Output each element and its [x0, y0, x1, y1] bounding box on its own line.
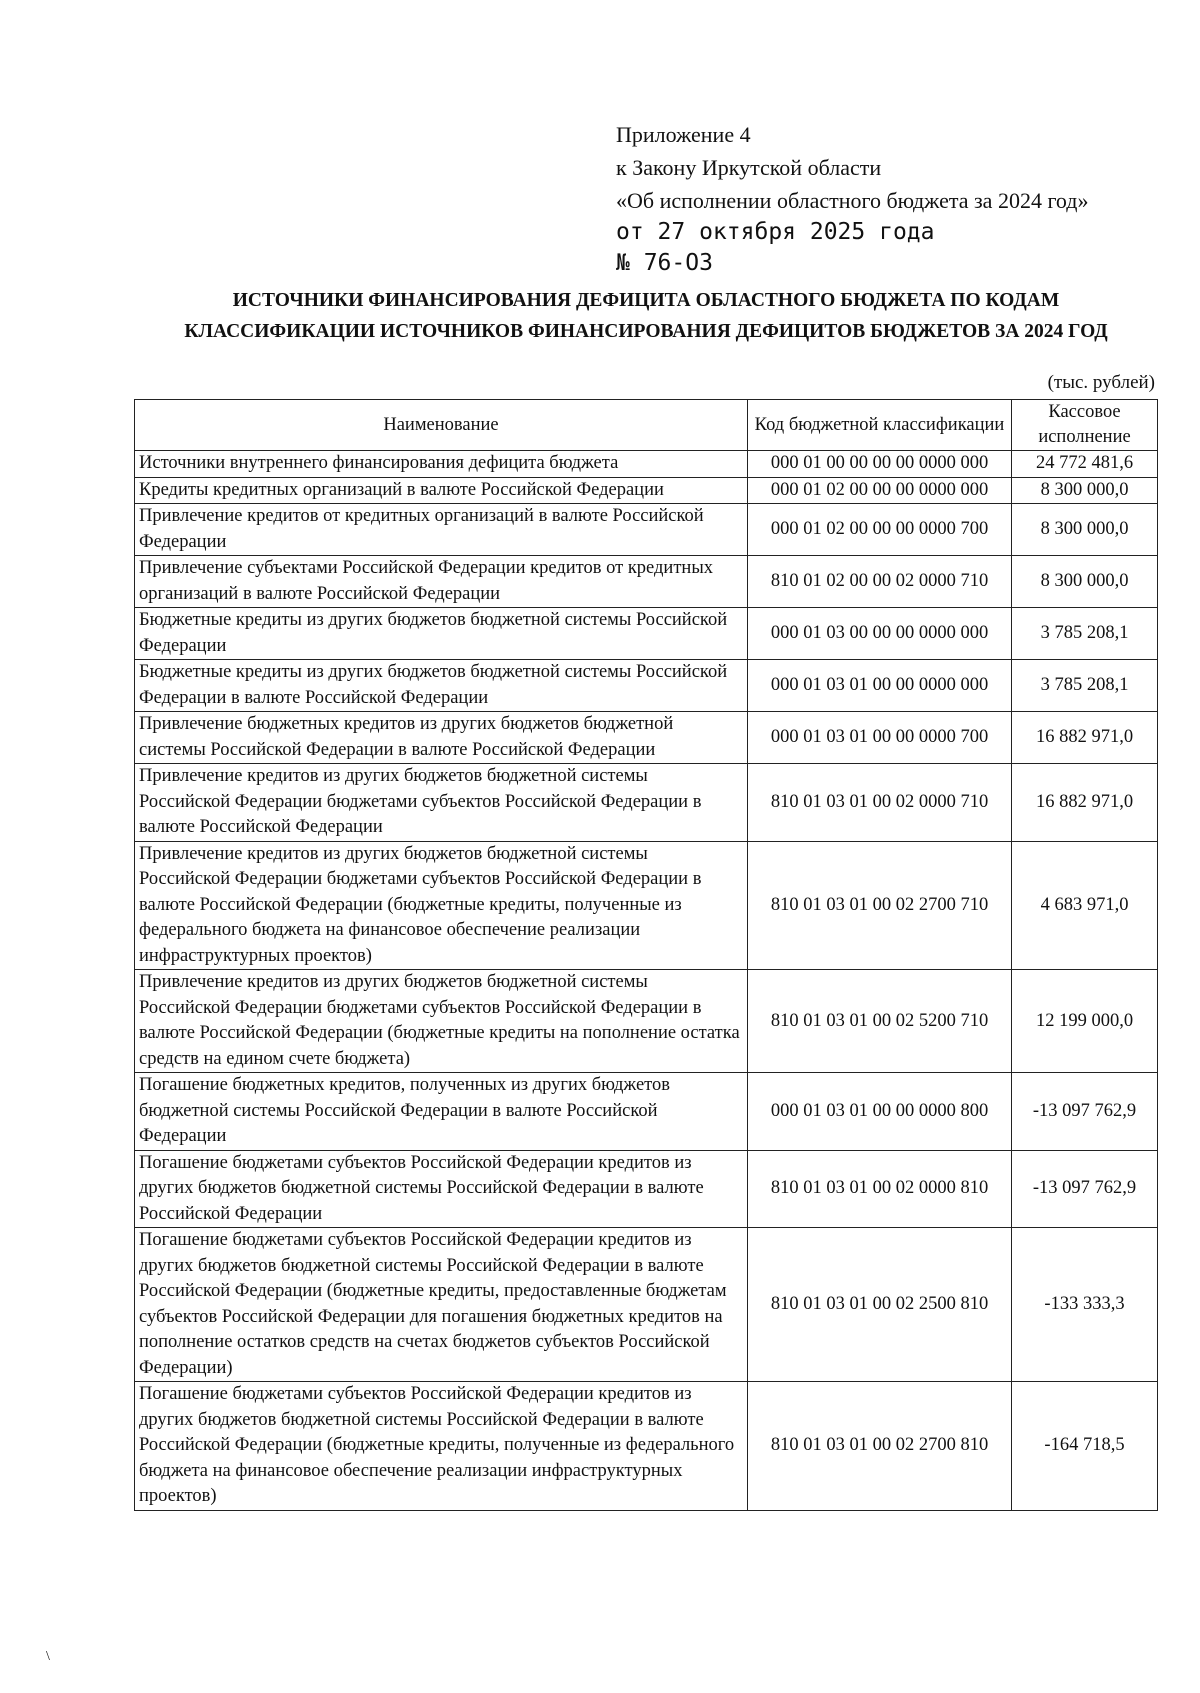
row-amount: -164 718,5 — [1012, 1382, 1158, 1511]
table-row — [135, 970, 1158, 1073]
row-code: 000 01 02 00 00 00 0000 700 — [748, 504, 1012, 556]
row-name: Привлечение кредитов от кредитных организаций в валюте Российской Федерации — [135, 504, 748, 556]
law-date: от 27 октября 2025 года — [616, 219, 935, 245]
title-line-1: ИСТОЧНИКИ ФИНАНСИРОВАНИЯ ДЕФИЦИТА ОБЛАСТНОГО БЮДЖЕТА ПО КОДАМ — [232, 290, 1060, 311]
units-note: (тыс. рублей) — [1047, 372, 1155, 393]
appendix-number: Приложение 4 — [616, 122, 751, 147]
row-name: Погашение бюджетами субъектов Российской Федерации кредитов из других бюджетов бюджетной системы Российской Федерации в валюте Российской Федерации (бюджетные кредиты, предоставленные бюджетам субъектов Российской Федерации для погашения бюджетных кредитов на пополнение остатков средств на счетах бюджетов субъектов Российской Федерации) — [135, 1228, 748, 1382]
row-amount: 16 882 971,0 — [1012, 764, 1158, 842]
row-code: 810 01 03 01 00 02 0000 810 — [748, 1150, 1012, 1228]
row-amount: -13 097 762,9 — [1012, 1150, 1158, 1228]
row-amount: 4 683 971,0 — [1012, 841, 1158, 970]
financing-sources-table — [134, 399, 1158, 1511]
row-name: Погашение бюджетами субъектов Российской Федерации кредитов из других бюджетов бюджетной системы Российской Федерации в валюте Российской Федерации (бюджетные кредиты, полученные из федерального бюджета на финансовое обеспечение реализации инфраструктурных проектов) — [135, 1382, 748, 1511]
table-row — [135, 477, 1158, 504]
row-code: 810 01 03 01 00 02 0000 710 — [748, 764, 1012, 842]
row-code: 000 01 03 01 00 00 0000 800 — [748, 1073, 1012, 1151]
row-code: 810 01 03 01 00 02 2700 810 — [748, 1382, 1012, 1511]
row-code: 000 01 03 01 00 00 0000 700 — [748, 712, 1012, 764]
row-name: Бюджетные кредиты из других бюджетов бюджетной системы Российской Федерации — [135, 608, 748, 660]
row-code: 000 01 00 00 00 00 0000 000 — [748, 451, 1012, 478]
table-header-row — [135, 400, 1158, 451]
row-amount: 8 300 000,0 — [1012, 556, 1158, 608]
table-row — [135, 712, 1158, 764]
row-amount: 12 199 000,0 — [1012, 970, 1158, 1073]
table-row — [135, 764, 1158, 842]
row-name: Погашение бюджетами субъектов Российской Федерации кредитов из других бюджетов бюджетной системы Российской Федерации в валюте Российской Федерации — [135, 1150, 748, 1228]
row-name: Привлечение бюджетных кредитов из других бюджетов бюджетной системы Российской Федерации в валюте Российской Федерации — [135, 712, 748, 764]
row-name: Источники внутреннего финансирования дефицита бюджета — [135, 451, 748, 478]
table-body — [135, 451, 1158, 1511]
table-row — [135, 504, 1158, 556]
column-header-name: Наименование — [135, 400, 748, 451]
table-row — [135, 1150, 1158, 1228]
table-row — [135, 660, 1158, 712]
row-amount: 3 785 208,1 — [1012, 608, 1158, 660]
row-amount: -133 333,3 — [1012, 1228, 1158, 1382]
row-code: 000 01 03 01 00 00 0000 000 — [748, 660, 1012, 712]
row-name: Погашение бюджетных кредитов, полученных из других бюджетов бюджетной системы Российской Федерации в валюте Российской Федерации — [135, 1073, 748, 1151]
row-code: 000 01 02 00 00 00 0000 000 — [748, 477, 1012, 504]
table-row — [135, 841, 1158, 970]
row-name: Привлечение кредитов из других бюджетов бюджетной системы Российской Федерации бюджетами субъектов Российской Федерации в валюте Российской Федерации — [135, 764, 748, 842]
column-header-amount: Кассовое исполнение — [1012, 400, 1158, 451]
table-row — [135, 1073, 1158, 1151]
row-name: Привлечение субъектами Российской Федерации кредитов от кредитных организаций в валюте Российской Федерации — [135, 556, 748, 608]
row-amount: 16 882 971,0 — [1012, 712, 1158, 764]
row-code: 810 01 02 00 00 02 0000 710 — [748, 556, 1012, 608]
law-title: «Об исполнении областного бюджета за 2024 год» — [616, 188, 1089, 213]
table-row — [135, 556, 1158, 608]
row-code: 810 01 03 01 00 02 2500 810 — [748, 1228, 1012, 1382]
row-amount: 8 300 000,0 — [1012, 504, 1158, 556]
appendix-header — [616, 118, 1088, 279]
law-reference: к Закону Иркутской области — [616, 155, 882, 180]
table-row — [135, 1228, 1158, 1382]
table-row — [135, 451, 1158, 478]
row-code: 810 01 03 01 00 02 2700 710 — [748, 841, 1012, 970]
document-title — [140, 285, 1152, 347]
row-amount: 8 300 000,0 — [1012, 477, 1158, 504]
title-line-2: КЛАССИФИКАЦИИ ИСТОЧНИКОВ ФИНАНСИРОВАНИЯ ДЕФИЦИТОВ БЮДЖЕТОВ ЗА 2024 ГОД — [184, 321, 1108, 342]
row-name: Кредиты кредитных организаций в валюте Российской Федерации — [135, 477, 748, 504]
row-amount: 24 772 481,6 — [1012, 451, 1158, 478]
row-name: Привлечение кредитов из других бюджетов бюджетной системы Российской Федерации бюджетами субъектов Российской Федерации в валюте Российской Федерации (бюджетные кредиты, полученные из федерального бюджета на финансовое обеспечение реализации инфраструктурных проектов) — [135, 841, 748, 970]
law-number: № 76-ОЗ — [616, 250, 713, 276]
row-code: 810 01 03 01 00 02 5200 710 — [748, 970, 1012, 1073]
column-header-code: Код бюджетной классификации — [748, 400, 1012, 451]
row-name: Бюджетные кредиты из других бюджетов бюджетной системы Российской Федерации в валюте Российской Федерации — [135, 660, 748, 712]
row-amount: 3 785 208,1 — [1012, 660, 1158, 712]
row-name: Привлечение кредитов из других бюджетов бюджетной системы Российской Федерации бюджетами субъектов Российской Федерации в валюте Российской Федерации (бюджетные кредиты на пополнение остатка средств на едином счете бюджета) — [135, 970, 748, 1073]
table-row — [135, 1382, 1158, 1511]
row-code: 000 01 03 00 00 00 0000 000 — [748, 608, 1012, 660]
table-row — [135, 608, 1158, 660]
margin-mark: \ — [46, 1649, 50, 1664]
row-amount: -13 097 762,9 — [1012, 1073, 1158, 1151]
